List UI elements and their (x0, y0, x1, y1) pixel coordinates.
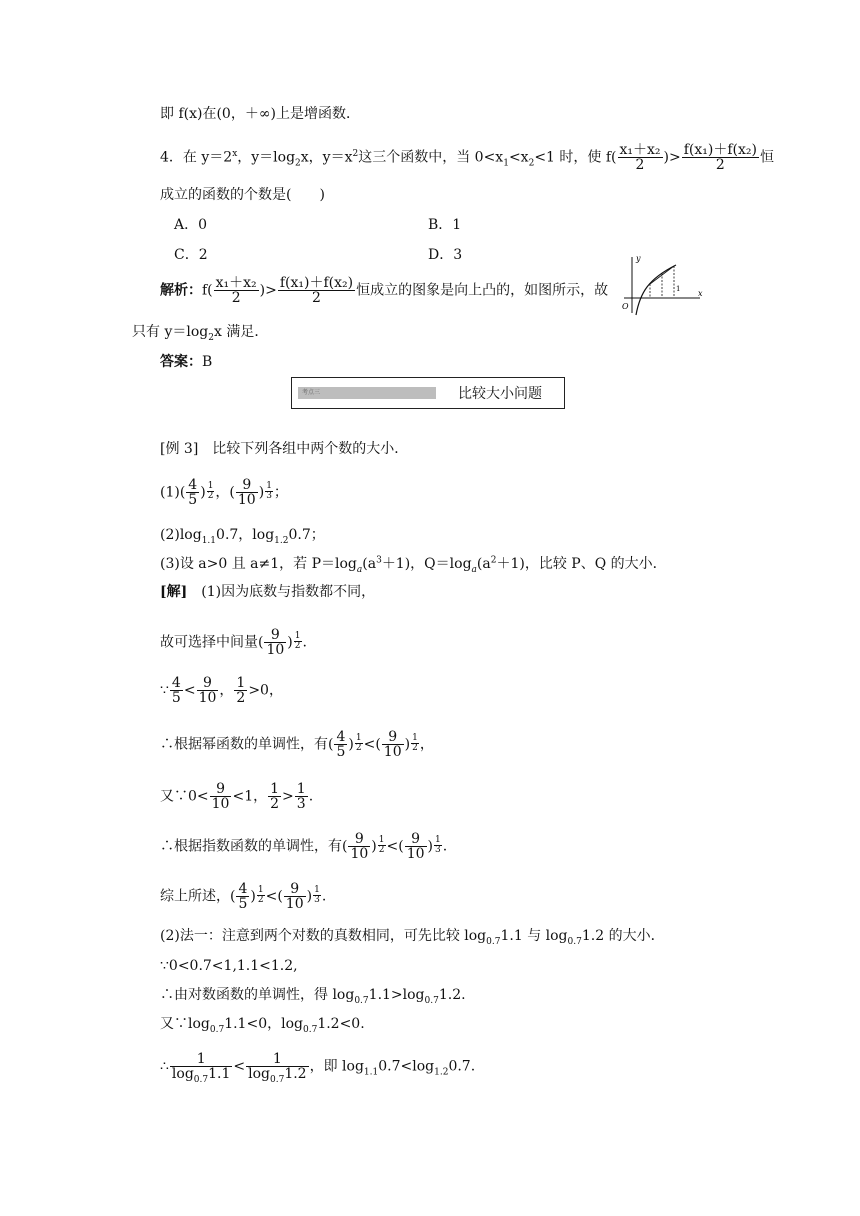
example-3: [例 3] 比较下列各组中两个数的大小． (160, 441, 409, 457)
method-1-line: (2)法一：注意到两个对数的真数相同，可先比较 $\log_{0.7}1.1$ 与 $\log_{0.7}1.2$ 的大小． (160, 928, 665, 947)
concave-log-curve-figure (618, 253, 704, 317)
analysis-line: 解析：f( $\frac{\text{x₁＋x₂}}{2}$ )> $\frac{\text{f(x₁)＋f(x₂)}}{2}$ 恒成立的图象是向上凸的，如图所示，故 (160, 275, 609, 306)
negative-line: 又$\because\log_{0.7}1.1<0$，$\log_{0.7}1.2<0$. (160, 1016, 365, 1035)
answer-line: 答案：B (160, 354, 213, 370)
part-3: (3)设 a>0 且 a≠1，若 $P=\log_a(a^3+1)$，$Q=\log_a(a^2+1)$，比较 P、Q 的大小． (160, 555, 667, 575)
option-d: D．3 (428, 247, 463, 263)
svg-text:x: x (698, 289, 703, 298)
answer-value: B (202, 354, 213, 370)
exponential-function-line: ∴根据指数函数的单调性，有( $\frac{9}{10}$ ) $\frac{1}{2}$ <( $\frac{9}{10}$ ) $\frac{1}{3}$ . (160, 831, 448, 862)
svg-text:O: O (622, 302, 629, 311)
svg-text:1: 1 (676, 285, 681, 293)
question-4: 4．在 $y=2^x$，$y=\log_2x$，$y=x^2$这三个函数中，当 $0<x_1<x_2<1$ 时，使 f( $\frac{\text{x₁＋x₂}}{2}$ )> $\frac{\text{f(x₁)＋f(x₂)}}{2}$ 恒 (160, 142, 774, 173)
svg-text:y: y (636, 254, 641, 263)
part-1: (1)( $\frac{4}{5}$ ) $\frac{1}{2}$ ，( $\frac{9}{10}$ ) $\frac{1}{3}$ ； (160, 477, 288, 508)
analysis-label: 解析： (160, 282, 202, 299)
option-b: B．1 (428, 217, 462, 233)
topic-header (291, 377, 565, 409)
question-4-line2: 成立的函数的个数是( ) (160, 187, 325, 203)
summary-line: 综上所述，( $\frac{4}{5}$ ) $\frac{1}{2}$ <( $\frac{9}{10}$ ) $\frac{1}{3}$ . (160, 881, 327, 912)
compare-line: ∵0<0.7<1,1.1<1.2, (160, 958, 298, 974)
option-c: C．2 (174, 247, 208, 263)
topic-title: 比较大小问题 (458, 386, 542, 402)
because-line: ∵ $\frac{4}{5}$ < $\frac{9}{10}$ ， $\frac{1}{2}$ >0， (160, 675, 283, 706)
final-line: ∴ $\frac{1}{\log_{0.7}1.1}$ < $\frac{1}{\log_{0.7}1.2}$ ，即 $\log_{1.1}0.7<\log_{1.2}0.7$. (160, 1051, 476, 1085)
power-function-line: ∴根据幂函数的单调性，有( $\frac{4}{5}$ ) $\frac{1}{2}$ <( $\frac{9}{10}$ ) $\frac{1}{2}$ ， (160, 729, 434, 760)
also-line: 又∵0< $\frac{9}{10}$ <1， $\frac{1}{2}$ > $\frac{1}{3}$ . (160, 781, 314, 812)
log-monotonic-line: ∴由对数函数的单调性，得 $\log_{0.7}1.1>\log_{0.7}1.2$. (160, 987, 466, 1006)
option-a: A．0 (174, 217, 208, 233)
topic-tag: 考点三 (298, 387, 436, 399)
text-line: 即 f(x)在(0，＋∞)上是增函数． (160, 106, 360, 122)
middle-value-line: 故可选择中间量( $\frac{9}{10}$ ) $\frac{1}{2}$ . (160, 627, 307, 658)
solution-start: [解] (1)因为底数与指数都不同， (160, 584, 376, 600)
analysis-line2: 只有 $y=\log_2x$ 满足． (132, 324, 269, 343)
part-2: $(2)\log_{1.1}0.7$，$\log_{1.2}0.7$； (160, 527, 325, 546)
